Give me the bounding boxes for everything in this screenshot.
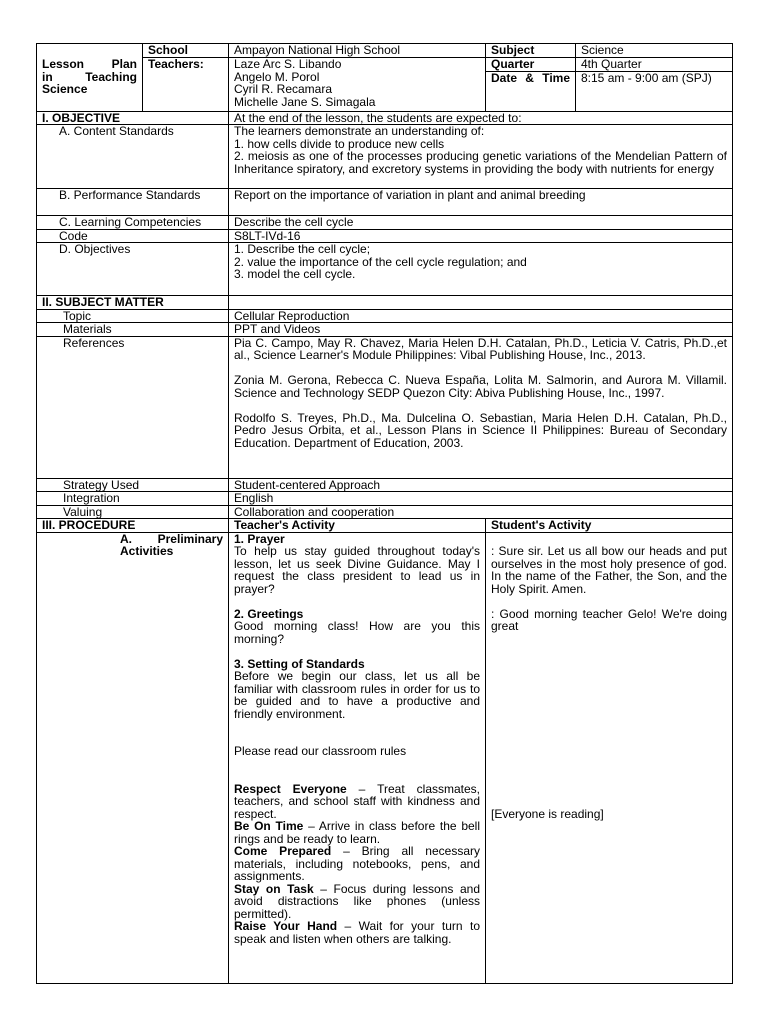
objective-item: 2. value the importance of the cell cycle regulation; and	[234, 254, 527, 269]
topic-value: Cellular Reproduction	[229, 309, 733, 323]
content-standards-value: The learners demonstrate an understanding of: 1. how cells divide to produce new cells 2. meiosis as one of the processes producing genetic variations of the Mendelian Pattern of Inheritance spiratory, and excretory systems in providing the body with nutrients for energy	[229, 125, 733, 189]
subject-matter-empty	[229, 296, 733, 310]
materials-value: PPT and Videos	[229, 323, 733, 337]
code-label: Code	[37, 229, 229, 243]
teacher-name: Michelle Jane S. Simagala	[234, 94, 376, 109]
school-value: Ampayon National High School	[229, 44, 486, 58]
teachers-label: Teachers:	[143, 58, 229, 112]
prayer-text: To help us stay guided throughout today's lesson, let us seek Divine Guidance. May I request the class president to lead us in prayer?	[234, 544, 480, 596]
school-label: School	[143, 44, 229, 58]
preliminary-activities-label: A. Preliminary Activities	[37, 532, 229, 983]
standards-text: Before we begin our class, let us all be familiar with classroom rules in order for us to be guided and to have a productive and friendly environment.	[234, 669, 480, 721]
classroom-rule: Be On Time – Arrive in class before the bell rings and be ready to learn.	[234, 819, 480, 846]
datetime-value: 8:15 am - 9:00 am (SPJ)	[576, 71, 733, 111]
learning-competencies-value: Describe the cell cycle	[229, 216, 733, 230]
objective-item: 1. Describe the cell cycle;	[234, 242, 371, 256]
references-label: References	[37, 336, 229, 478]
objective-intro: At the end of the lesson, the students are expected to:	[229, 111, 733, 125]
lesson-plan-table	[36, 43, 733, 984]
learning-competencies-label: C. Learning Competencies	[37, 216, 229, 230]
objectives-label: D. Objectives	[37, 243, 229, 296]
quarter-value: 4th Quarter	[576, 58, 733, 72]
reference-item: Rodolfo S. Treyes, Ph.D., Ma. Dulcelina O. Sebastian, Maria Helen D.H. Catalan, Ph.D., Pedro Jesus Orbita, et al., Lesson Plans in Science II Philippines: Bureau of Secondary Education. Department of Education, 2003.	[234, 410, 727, 450]
datetime-label: Date & Time	[486, 71, 576, 111]
valuing-label: Valuing	[37, 505, 229, 519]
valuing-value: Collaboration and cooperation	[229, 505, 733, 519]
read-rules-text: Please read our classroom rules	[234, 744, 407, 758]
student-greeting-response: : Good morning teacher Gelo! We're doing great	[491, 606, 727, 633]
greetings-text: Good morning class! How are you this morning?	[234, 619, 480, 646]
content-standards-label: A. Content Standards	[37, 125, 229, 189]
reference-item: Pia C. Campo, May R. Chavez, Maria Helen D.H. Catalan, Ph.D., Leticia V. Catris, Ph.D.,et al., Science Learner's Module Philippines: Vibal Publishing House, Inc., 2013.	[234, 335, 727, 362]
standards-title: 3. Setting of Standards	[234, 656, 365, 671]
performance-standards-label: B. Performance Standards	[37, 189, 229, 216]
teacher-name: Laze Arc S. Libando	[234, 57, 342, 71]
references-list	[229, 336, 733, 478]
document-title: Lesson Plan in Teaching Science	[37, 44, 143, 112]
strategy-value: Student-centered Approach	[229, 478, 733, 492]
teacher-activity-heading: Teacher's Activity	[229, 519, 486, 533]
subject-matter-heading: II. SUBJECT MATTER	[37, 296, 229, 310]
student-activity-cell	[486, 532, 733, 983]
student-prayer-response: : Sure sir. Let us all bow our heads and put ourselves in the most holy presence of god. In the name of the Father, the Son, and the Holy Spirit. Amen.	[491, 544, 727, 596]
performance-standards-value: Report on the importance of variation in plant and animal breeding	[229, 189, 733, 216]
classroom-rule: Raise Your Hand – Wait for your turn to speak and listen when others are talking.	[234, 919, 480, 946]
topic-label: Topic	[37, 309, 229, 323]
greetings-title: 2. Greetings	[234, 606, 304, 621]
quarter-label: Quarter	[486, 58, 576, 72]
objective-heading: I. OBJECTIVE	[37, 111, 229, 125]
subject-value: Science	[576, 44, 733, 58]
subject-label: Subject	[486, 44, 576, 58]
integration-value: English	[229, 492, 733, 506]
integration-label: Integration	[37, 492, 229, 506]
procedure-heading: III. PROCEDURE	[37, 519, 229, 533]
teacher-name: Angelo M. Porol	[234, 69, 320, 84]
student-reading-response: [Everyone is reading]	[491, 806, 604, 821]
classroom-rule: Respect Everyone – Treat classmates, teachers, and school staff with kindness and respect.	[234, 781, 480, 821]
teachers-list	[229, 58, 486, 112]
student-activity-heading: Student's Activity	[486, 519, 733, 533]
materials-label: Materials	[37, 323, 229, 337]
strategy-label: Strategy Used	[37, 478, 229, 492]
objective-item: 3. model the cell cycle.	[234, 267, 356, 281]
code-value: S8LT-IVd-16	[229, 229, 733, 243]
prayer-title: 1. Prayer	[234, 531, 285, 546]
reference-item: Zonia M. Gerona, Rebecca C. Nueva España, Lolita M. Salmorin, and Aurora M. Villamil. Science and Technology SEDP Quezon City: Abiva Publishing House, Inc., 1997.	[234, 373, 727, 400]
lesson-plan-document	[36, 43, 732, 984]
teacher-name: Cyril R. Recamara	[234, 82, 333, 96]
classroom-rule: Come Prepared – Bring all necessary materials, including notebooks, pens, and assignments.	[234, 844, 480, 883]
classroom-rule: Stay on Task – Focus during lessons and avoid distractions like phones (unless permitted).	[234, 881, 481, 921]
teacher-activity-cell	[229, 532, 486, 983]
objectives-list	[229, 243, 733, 296]
